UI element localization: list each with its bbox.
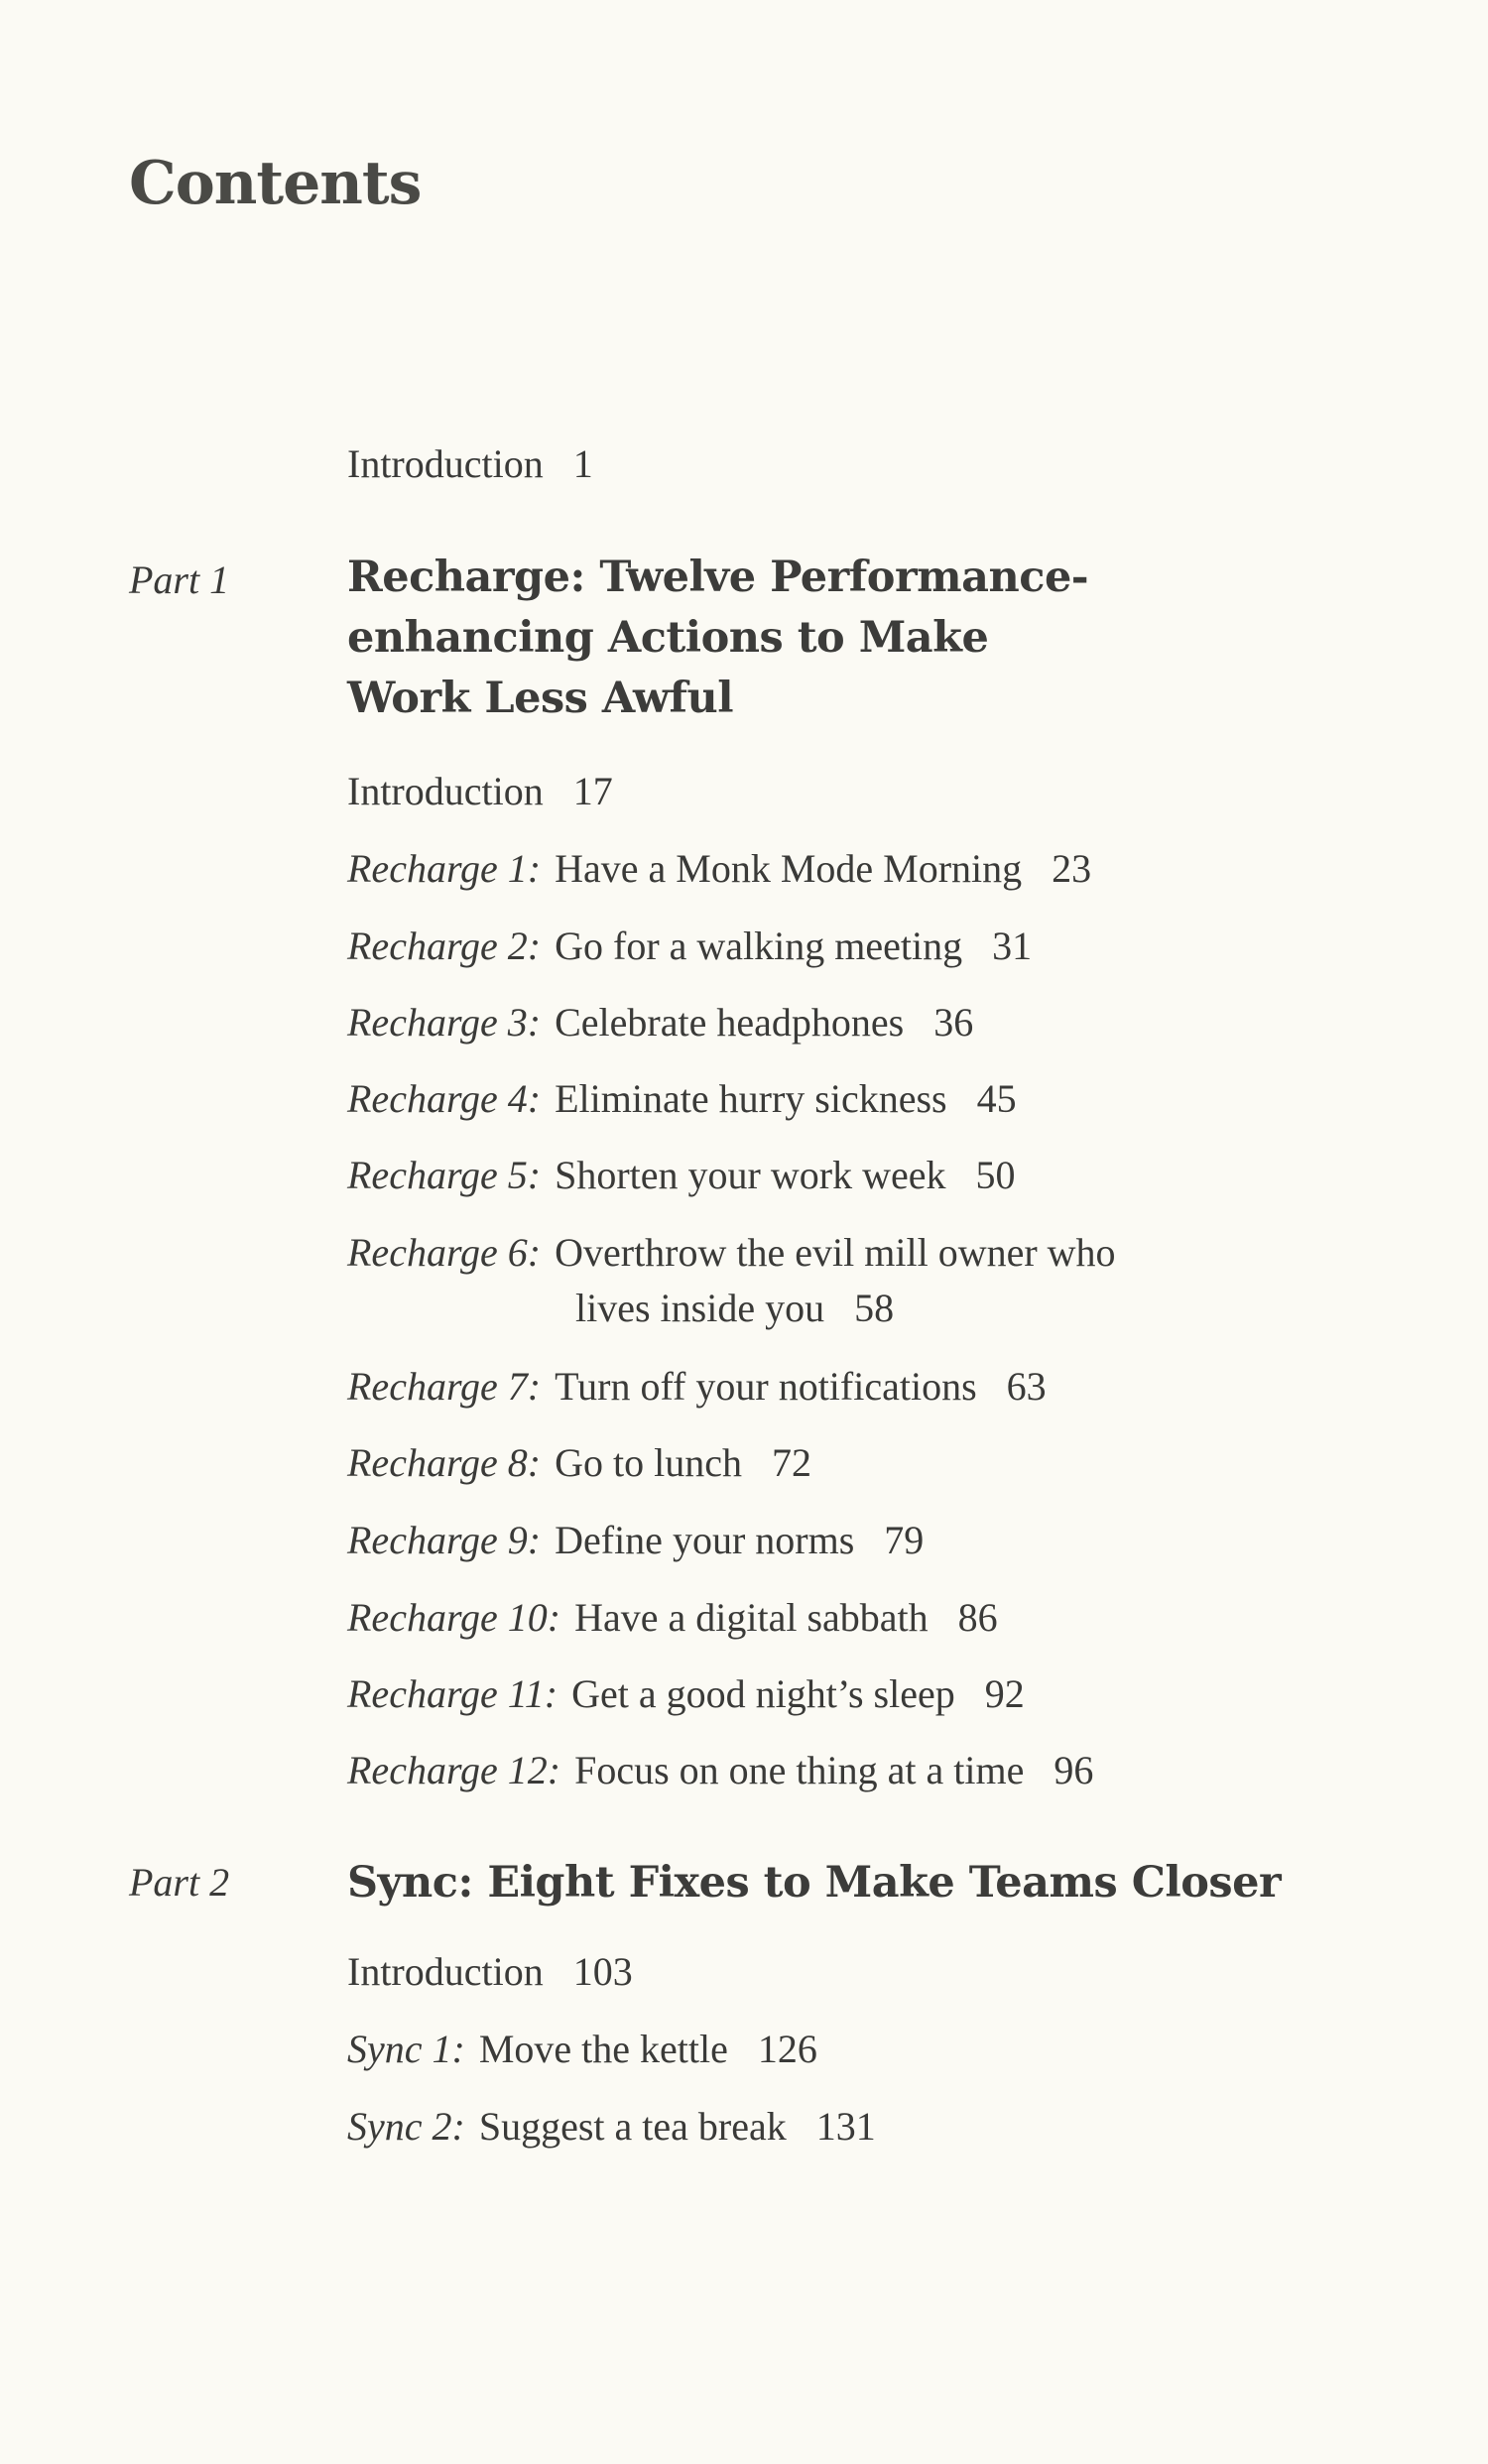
toc-entry-introduction: [347, 436, 593, 492]
entry-label: Recharge 4:: [347, 1076, 542, 1121]
part-1-title-line: Recharge: Twelve Performance-: [347, 553, 1089, 602]
entry-text: Focus on one thing at a time: [574, 1748, 1025, 1792]
part-2-title-line: Sync: Eight Fixes to Make Teams Closer: [347, 1858, 1282, 1908]
toc-entry-recharge-8: [347, 1435, 811, 1491]
toc-entry-recharge-7: [347, 1359, 1047, 1415]
entry-text: lives inside you: [575, 1286, 825, 1330]
entry-page-number: 86: [957, 1595, 998, 1640]
entry-text: Have a digital sabbath: [574, 1595, 929, 1640]
entry-label: Recharge 2:: [347, 924, 542, 968]
entry-text: Define your norms: [555, 1518, 855, 1562]
entry-text: Eliminate hurry sickness: [555, 1076, 947, 1121]
entry-page-number: 96: [1054, 1748, 1094, 1792]
entry-page-number: 63: [1006, 1364, 1047, 1409]
toc-entry-recharge-5: [347, 1148, 1015, 1203]
entry-page-number: 17: [572, 769, 613, 813]
toc-entry-recharge-3: [347, 995, 973, 1050]
entry-label: Sync 1:: [347, 2027, 465, 2071]
toc-entry-recharge-4: [347, 1071, 1017, 1127]
toc-entry-part-2-introduction: [347, 1944, 633, 2000]
entry-label: Recharge 6:: [347, 1230, 542, 1275]
toc-entry-recharge-2: [347, 919, 1032, 974]
entry-page-number: 50: [975, 1153, 1016, 1197]
entry-page-number: 58: [854, 1286, 895, 1330]
entry-text: Have a Monk Mode Morning: [555, 846, 1023, 891]
entry-label: Recharge 10:: [347, 1595, 561, 1640]
entry-page-number: 79: [884, 1518, 925, 1562]
part-1-label: Part 1: [129, 557, 230, 602]
toc-entry-recharge-1: [347, 841, 1091, 897]
toc-entry-recharge-12: [347, 1743, 1093, 1798]
entry-label: Recharge 9:: [347, 1518, 542, 1562]
part-2-title: [347, 1853, 1281, 1913]
part-1-title: [347, 548, 1088, 729]
part-1-title-line: enhancing Actions to Make: [347, 613, 989, 663]
entry-page-number: 103: [572, 1949, 633, 1994]
entry-page-number: 31: [992, 924, 1033, 968]
entry-page-number: 23: [1052, 846, 1092, 891]
entry-page-number: 126: [757, 2027, 817, 2071]
toc-entry-sync-1: [347, 2022, 817, 2077]
entry-text: Get a good night’s sleep: [571, 1671, 955, 1716]
entry-text: Suggest a tea break: [478, 2104, 787, 2149]
part-1-title-line: Work Less Awful: [347, 674, 734, 723]
entry-page-number: 92: [984, 1671, 1025, 1716]
entry-page-number: 131: [815, 2104, 876, 2149]
entry-text: Introduction: [347, 1949, 544, 1994]
entry-label: Recharge 7:: [347, 1364, 542, 1409]
entry-text: Go for a walking meeting: [555, 924, 963, 968]
entry-text: Go to lunch: [555, 1440, 742, 1485]
toc-entry-part-1-introduction: [347, 764, 613, 819]
entry-label: Recharge 12:: [347, 1748, 561, 1792]
entry-label: Recharge 3:: [347, 1000, 542, 1045]
entry-text: Celebrate headphones: [555, 1000, 905, 1045]
toc-entry-recharge-9: [347, 1513, 924, 1568]
toc-entry-recharge-11: [347, 1666, 1025, 1722]
page-title: Contents: [129, 149, 422, 218]
entry-label: Recharge 5:: [347, 1153, 542, 1197]
entry-text-continuation: [347, 1281, 1116, 1336]
toc-entry-recharge-10: [347, 1590, 998, 1646]
entry-page-number: 72: [771, 1440, 811, 1485]
entry-text: Introduction: [347, 769, 544, 813]
part-2-label: Part 2: [129, 1860, 230, 1905]
entry-page-number: 1: [572, 441, 593, 486]
toc-entry-recharge-6: [347, 1225, 1116, 1336]
entry-page-number: 45: [976, 1076, 1017, 1121]
entry-text: Shorten your work week: [555, 1153, 946, 1197]
entry-text: Move the kettle: [478, 2027, 728, 2071]
entry-label: Recharge 8:: [347, 1440, 542, 1485]
entry-text: Overthrow the evil mill owner who: [555, 1230, 1116, 1275]
entry-label: Recharge 1:: [347, 846, 542, 891]
entry-label: Recharge 11:: [347, 1671, 558, 1716]
entry-page-number: 36: [933, 1000, 974, 1045]
entry-label: Sync 2:: [347, 2104, 465, 2149]
toc-entry-sync-2: [347, 2099, 876, 2155]
entry-text: Turn off your notifications: [555, 1364, 977, 1409]
entry-text: Introduction: [347, 441, 544, 486]
